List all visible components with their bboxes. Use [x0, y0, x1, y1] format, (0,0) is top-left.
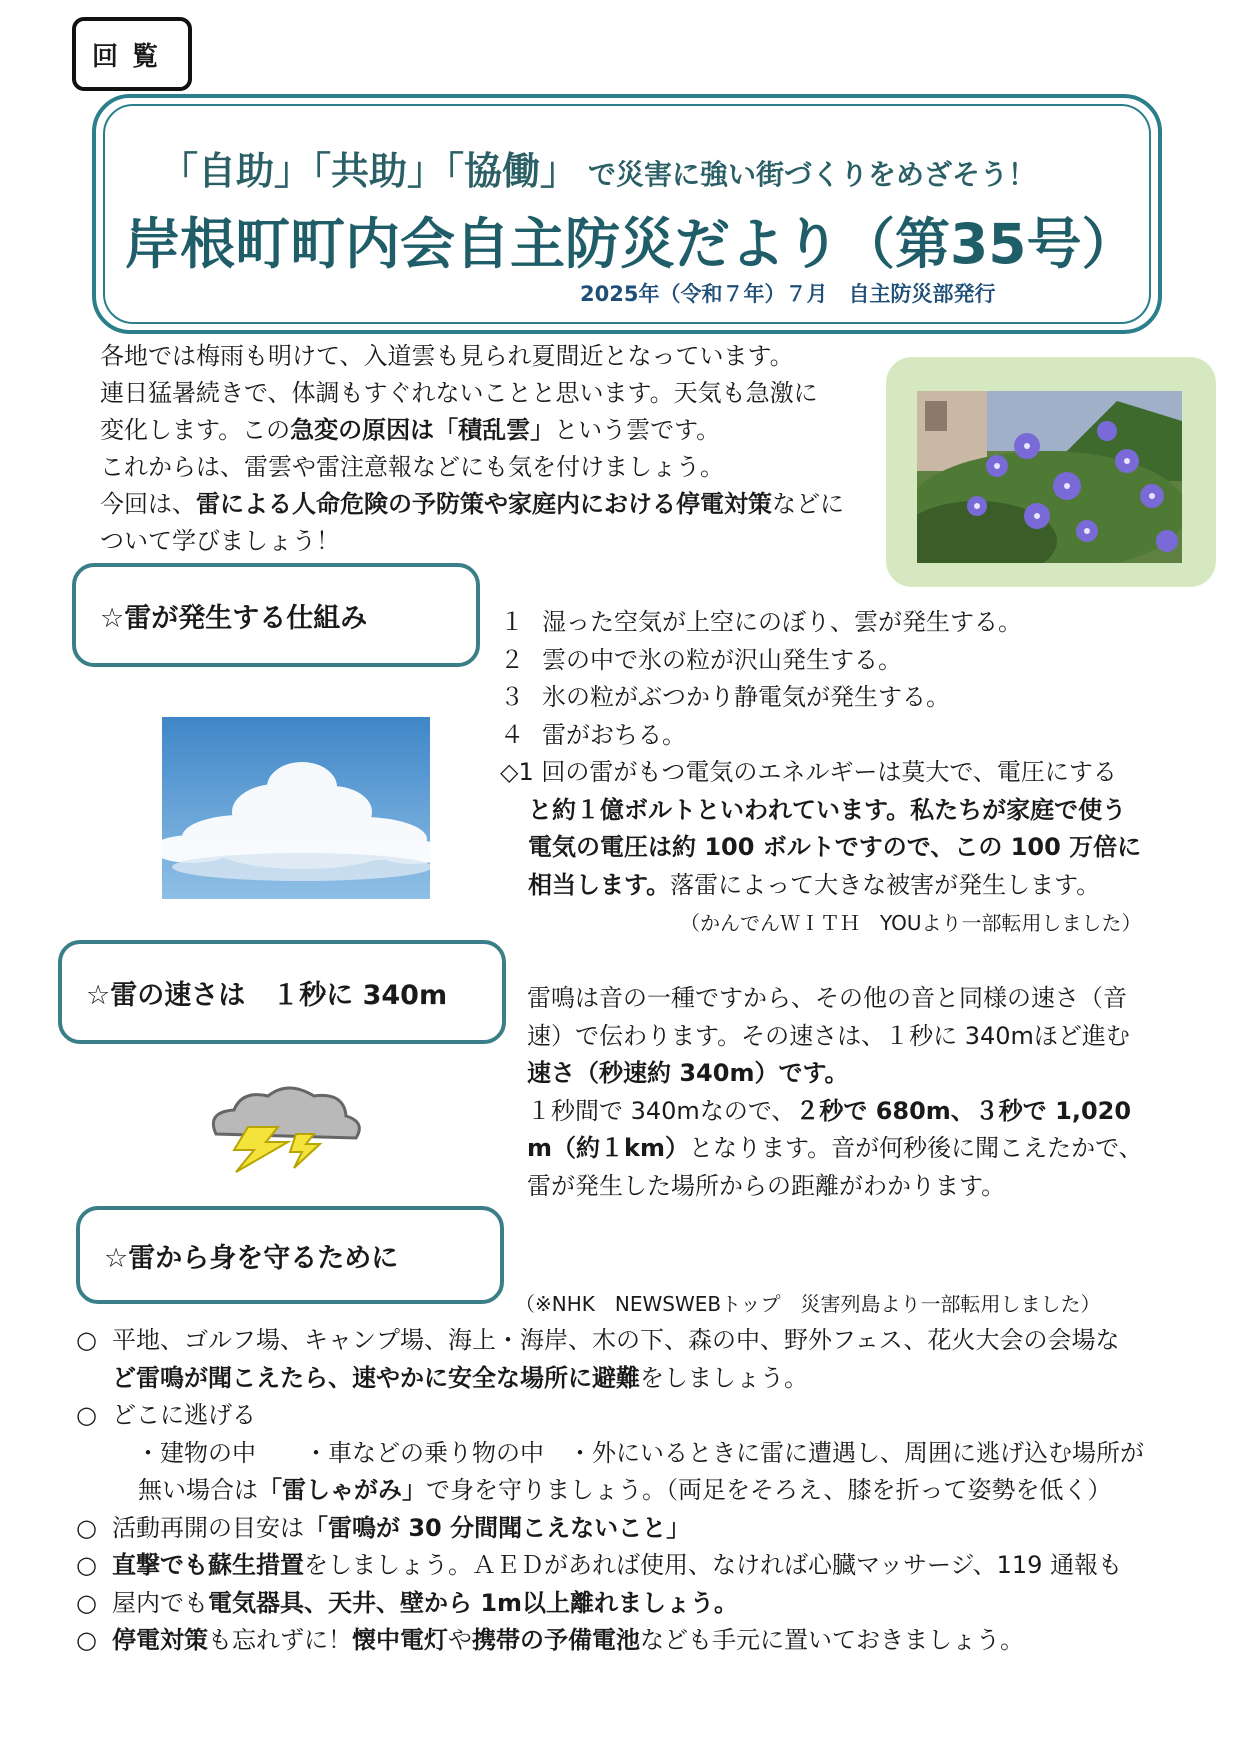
source-note: （かんでんＷＩＴＨ YOUより一部転用しました） — [680, 911, 1142, 935]
issue-info: 2025年（令和７年）７月 自主防災部発行 — [580, 282, 996, 306]
section-heading-speed: ☆雷の速さは １秒に 340m — [58, 940, 506, 1044]
mechanism-steps — [500, 604, 1190, 904]
intro-line: ついて学びましょう！ — [100, 527, 340, 555]
text-line: 雷が発生した場所からの距離がわかります。 — [527, 1171, 1006, 1200]
list-item: ○ 活動再開の目安は「雷鳴が 30 分間聞こえないこと」 — [76, 1513, 691, 1542]
intro-line: 各地では梅雨も明けて、入道雲も見られ夏間近となっています。 — [100, 342, 794, 370]
intro-line: 変化します。この急変の原因は「積乱雲」という雲です。 — [100, 416, 721, 444]
speed-text — [527, 980, 1197, 1205]
text-line: m（約１km）となります。音が何秒後に聞こえたかで、 — [527, 1134, 1143, 1162]
energy-note: 電気の電圧は約 100 ボルトですので、この 100 万倍に — [528, 833, 1142, 861]
morning-glory-photo — [917, 391, 1182, 563]
text-line: １秒間で 340mなので、２秒で 680m、３秒で 1,020 — [527, 1096, 1132, 1125]
intro-line: 連日猛暑続きで、体調もすぐれないことと思います。天気も急激に — [100, 379, 818, 407]
list-item: ２ 雲の中で氷の粒が沢山発生する。 — [500, 645, 902, 674]
protection-list — [76, 1322, 1186, 1660]
list-item: ３ 氷の粒がぶつかり静電気が発生する。 — [500, 683, 950, 711]
circulation-label: 回覧 — [72, 17, 192, 91]
intro-text — [100, 338, 880, 560]
list-item: １ 湿った空気が上空にのぼり、雲が発生する。 — [500, 608, 1022, 636]
slogan — [160, 140, 1120, 195]
cumulonimbus-photo — [162, 717, 430, 899]
list-item: ○ 屋内でも電気器具、天井、壁から 1m以上離れましょう。 — [76, 1588, 739, 1617]
list-sub-item: ・建物の中 ・車などの乗り物の中 ・外にいるときに雷に遭遇し、周囲に逃げ込む場所が — [136, 1438, 1144, 1467]
slogan-tail: で災害に強い街づくりをめざそう！ — [588, 158, 1037, 191]
list-sub-item: 無い場合は「雷しゃがみ」で身を守りましょう。（両足をそろえ、膝を折って姿勢を低く） — [138, 1476, 1112, 1504]
source-note: （※NHK NEWSWEBトップ 災害列島より一部転用しました） — [515, 1292, 1101, 1316]
text-line: 速さ（秒速約 340m）です。 — [527, 1059, 849, 1087]
energy-note: と約１億ボルトといわれています。私たちが家庭で使う — [528, 795, 1127, 824]
list-item: ○ 直撃でも蘇生措置をしましょう。ＡＥＤがあれば使用、なければ心臓マッサージ、119 通報も — [76, 1551, 1123, 1579]
thundercloud-icon — [196, 1082, 376, 1182]
intro-line: これからは、雷雲や雷注意報などにも気を付けましょう。 — [100, 453, 724, 481]
energy-note: 相当します。落雷によって大きな被害が発生します。 — [528, 870, 1101, 899]
slogan-main: 「自助」「共助」「協働」 — [160, 149, 579, 193]
energy-note: ◇1 回の雷がもつ電気のエネルギーは莫大で、電圧にする — [500, 758, 1117, 786]
list-item: ４ 雷がおちる。 — [500, 720, 686, 749]
section-heading-protection: ☆雷から身を守るために — [76, 1206, 504, 1304]
list-item: ○ どこに逃げる — [76, 1401, 256, 1429]
list-item-continuation: ど雷鳴が聞こえたら、速やかに安全な場所に避難をしましょう。 — [112, 1363, 808, 1392]
page-title: 岸根町町内会自主防災だより（第35号） — [125, 212, 1137, 276]
text-line: 雷鳴は音の一種ですから、その他の音と同様の速さ（音 — [527, 984, 1127, 1012]
list-item: ○ 平地、ゴルフ場、キャンプ場、海上・海岸、木の下、森の中、野外フェス、花火大会の会場な — [76, 1326, 1120, 1354]
intro-line: 今回は、雷による人命危険の予防策や家庭内における停電対策などに — [100, 490, 844, 518]
text-line: 速）で伝わります。その速さは、１秒に 340mほど進む — [527, 1021, 1130, 1050]
list-item: ○ 停電対策も忘れずに！懐中電灯や携帯の予備電池なども手元に置いておきましょう。 — [76, 1626, 1024, 1654]
section-heading-mechanism: ☆雷が発生する仕組み — [72, 563, 480, 667]
